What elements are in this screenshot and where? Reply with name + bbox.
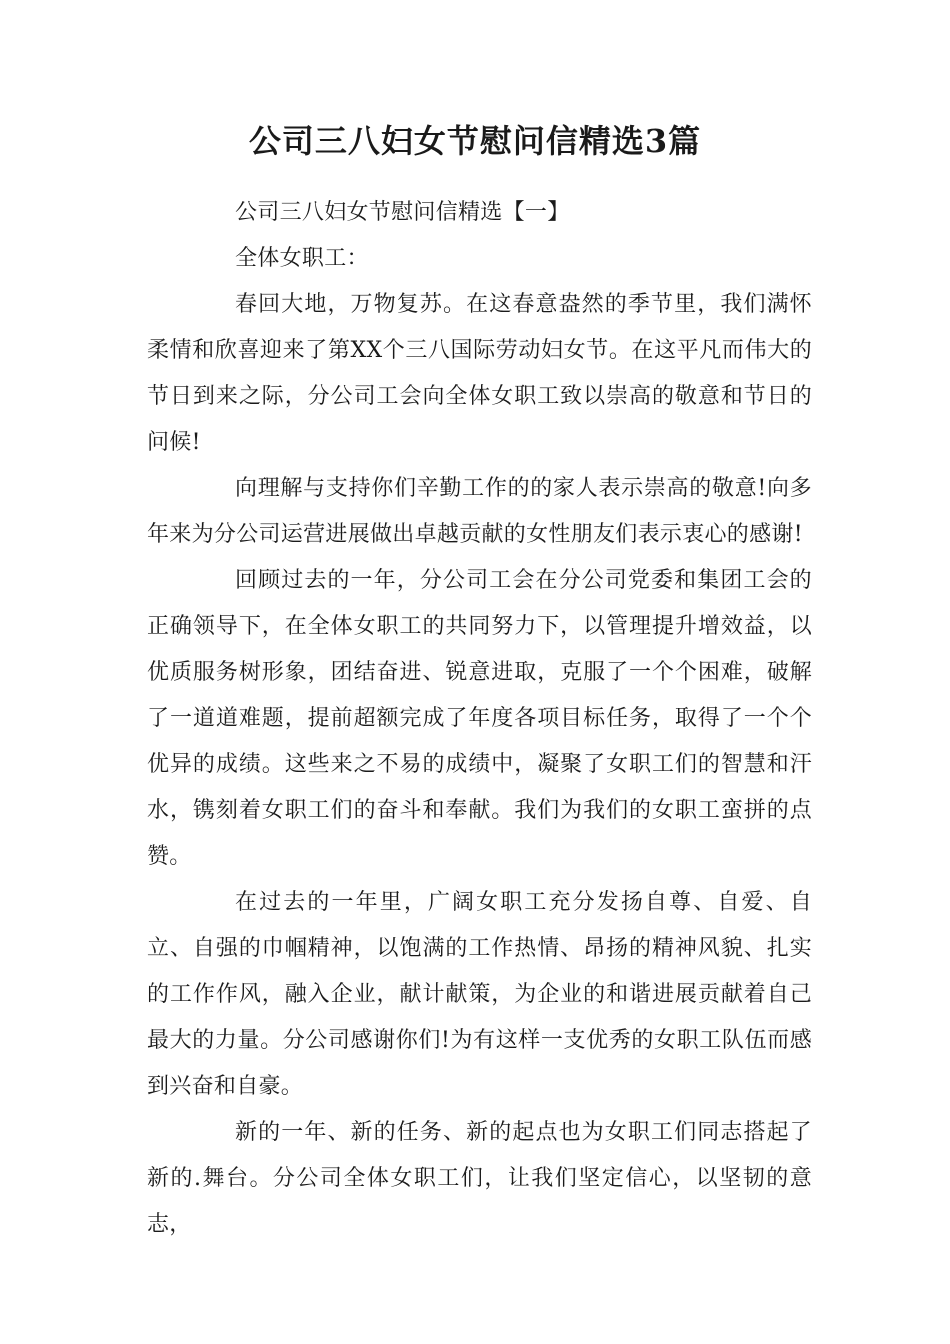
paragraph: 回顾过去的一年，分公司工会在分公司党委和集团工会的正确领导下，在全体女职工的共同努力下，以管理提升增效益，以优质服务树形象，团结奋进、锐意进取，克服了一个个困难，破解了一道道难题，提前超额完成了年度各项目标任务，取得了一个个优异的成绩。这些来之不易的成绩中，凝聚了女职工们的智慧和汗水，镌刻着女职工们的奋斗和奉献。我们为我们的女职工蛮拼的点赞。 [147, 568, 812, 869]
paragraph: 在过去的一年里，广阔女职工充分发扬自尊、自爱、自立、自强的巾帼精神，以饱满的工作热情、昂扬的精神风貌、扎实的工作作风，融入企业，献计献策，为企业的和谐进展贡献着自己最大的力量。分公司感谢你们!为有这样一支优秀的女职工队伍而感到兴奋和自豪。 [147, 890, 812, 1099]
paragraph: 春回大地，万物复苏。在这春意盎然的季节里，我们满怀柔情和欣喜迎来了第XX个三八国际劳动妇女节。在这平凡而伟大的节日到来之际，分公司工会向全体女职工致以崇高的敬意和节日的问候! [147, 292, 812, 455]
document-title: 公司三八妇女节慰问信精选3篇 [248, 122, 702, 160]
salutation: 全体女职工： [235, 246, 369, 271]
section-heading: 公司三八妇女节慰问信精选【一】 [235, 200, 570, 225]
document-body [147, 190, 812, 1248]
paragraph: 向理解与支持你们辛勤工作的的家人表示崇高的敬意!向多年来为分公司运营进展做出卓越贡献的女性朋友们表示衷心的感谢! [147, 476, 812, 547]
paragraph: 新的一年、新的任务、新的起点也为女职工们同志搭起了新的.舞台。分公司全体女职工们，让我们坚定信心，以坚韧的意志， [147, 1120, 812, 1237]
